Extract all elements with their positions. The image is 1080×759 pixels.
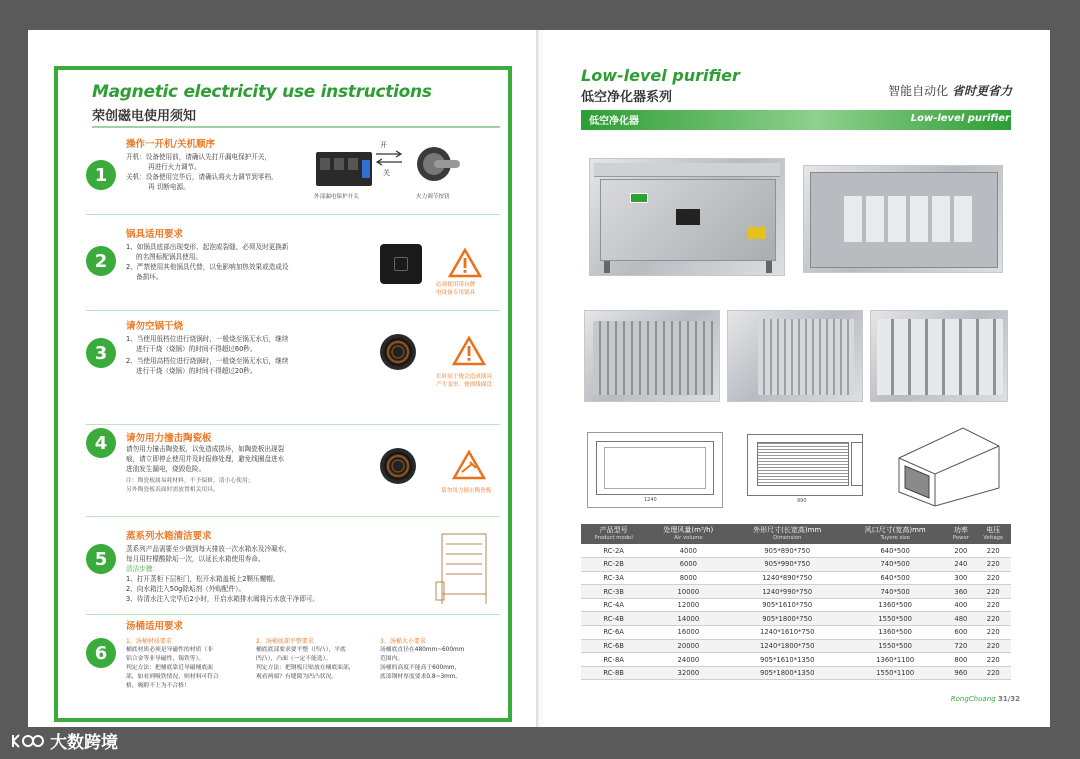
left-title-cn: 荣创磁电使用须知 bbox=[92, 109, 197, 124]
table-cell: 220 bbox=[976, 626, 1012, 640]
table-cell: 4000 bbox=[646, 544, 730, 558]
section-title: 操作一开机/关机顺序 bbox=[126, 139, 215, 150]
table-cell: 32000 bbox=[646, 666, 730, 680]
table-cell: 1360*500 bbox=[844, 598, 946, 612]
section-title: 请勿用力撞击陶瓷板 bbox=[126, 433, 212, 444]
table-cell: 740*500 bbox=[844, 585, 946, 599]
table-cell: 220 bbox=[976, 612, 1012, 626]
header-label-cn: 风口尺寸(宽高)mm bbox=[864, 526, 926, 534]
table-cell: RC-4A bbox=[581, 598, 646, 612]
table-cell: 800 bbox=[946, 653, 975, 667]
table-cell: 1360*500 bbox=[844, 626, 946, 640]
warning-caption: 必须使用带台牌 bbox=[436, 282, 476, 288]
switch-arrows-icon bbox=[374, 150, 404, 166]
breaker-switch-icon bbox=[314, 146, 374, 188]
front-view-drawing bbox=[587, 432, 723, 508]
section-divider bbox=[86, 214, 500, 215]
table-cell: 8000 bbox=[646, 571, 730, 585]
purifier-interior-photo bbox=[803, 165, 1003, 273]
table-cell: 16000 bbox=[646, 626, 730, 640]
step-line: 1、打开蒸柜下层柜门，松开水箱盖板上2颗压螺帽。 bbox=[126, 575, 280, 583]
section-line: 进行干烧（烧锅）的时间不得超过60秒。 bbox=[136, 345, 257, 353]
section-4 bbox=[86, 408, 500, 498]
header-label-en: Air volume bbox=[674, 535, 703, 541]
warning-caption: 长时间干烧会造成锅具 bbox=[436, 374, 492, 380]
header-label-en: Product model bbox=[594, 535, 633, 541]
table-row bbox=[581, 544, 1011, 558]
table-cell: RC-8B bbox=[581, 666, 646, 680]
section-line: 备损坏。 bbox=[136, 273, 163, 281]
table-cell: RC-2B bbox=[581, 558, 646, 572]
table-cell: 600 bbox=[946, 626, 975, 640]
section-line: 再进行火力调节。 bbox=[148, 163, 201, 171]
header-label-en: Voltage bbox=[983, 535, 1004, 541]
side-view-drawing bbox=[747, 432, 871, 508]
section-title: 锅具适用要求 bbox=[126, 229, 184, 240]
section-number: 3 bbox=[86, 338, 116, 368]
burner-image bbox=[380, 448, 416, 484]
table-row bbox=[581, 571, 1011, 585]
table-cell: RC-3B bbox=[581, 585, 646, 599]
purifier-exterior-photo bbox=[589, 158, 785, 276]
table-cell: 1550*1100 bbox=[844, 666, 946, 680]
warning-icon bbox=[452, 336, 486, 366]
section-number: 5 bbox=[86, 544, 116, 574]
table-cell: 220 bbox=[976, 544, 1012, 558]
header-label-cn: 处理风量(m³/h) bbox=[663, 526, 714, 534]
table-row bbox=[581, 558, 1011, 572]
left-title-en: Magnetic electricity use instructions bbox=[92, 82, 432, 102]
left-page bbox=[28, 30, 538, 727]
header-label-cn: 产品型号 bbox=[599, 526, 628, 534]
section-2 bbox=[86, 226, 500, 306]
warning-caption: 产生变形、烧损线圈盘 bbox=[436, 382, 492, 388]
right-title-cn: 低空净化器系列 bbox=[581, 90, 673, 105]
warning-caption: 请勿用力撞击陶瓷板 bbox=[441, 488, 492, 494]
section-title: 汤桶适用要求 bbox=[126, 621, 184, 632]
table-cell: RC-3A bbox=[581, 571, 646, 585]
section-line: 痕，请立即停止使用并及时报修处理，避免线圈盘进水 bbox=[126, 455, 285, 463]
section-line: 1、当使用低档位进行烧锅时，一般烧至锅无水后，继续 bbox=[126, 335, 289, 343]
table-row bbox=[581, 653, 1011, 667]
subsection-line: 范围内。 bbox=[380, 656, 404, 662]
section-title: 请勿空锅干烧 bbox=[126, 321, 184, 332]
table-cell: 905*1800*1350 bbox=[730, 666, 844, 680]
section-number: 4 bbox=[86, 428, 116, 458]
table-cell: RC-6B bbox=[581, 639, 646, 653]
spec-table bbox=[581, 524, 1011, 680]
table-cell: 220 bbox=[976, 585, 1012, 599]
step-line: 3、待清水注入完毕后2小时，开启水箱排水阀将污水放干净即可。 bbox=[126, 595, 320, 603]
section-line: 2、严禁使用其他锅具代替，以免影响加热效果或造成设 bbox=[126, 263, 289, 271]
table-cell: 220 bbox=[976, 558, 1012, 572]
warning-icon bbox=[452, 450, 486, 480]
table-row bbox=[581, 612, 1011, 626]
watermark-text: 大数跨境 bbox=[50, 733, 118, 753]
table-cell: RC-8A bbox=[581, 653, 646, 667]
section-number: 1 bbox=[86, 160, 116, 190]
table-row bbox=[581, 639, 1011, 653]
subsection-line: 铝合金等非导磁性，锡铁等）。 bbox=[126, 656, 205, 662]
table-cell: 220 bbox=[976, 666, 1012, 680]
slogan bbox=[888, 82, 1012, 99]
section-title: 蒸系列水箱清洁要求 bbox=[126, 531, 212, 542]
header-label-en: Dimension bbox=[773, 535, 802, 541]
table-cell: 240 bbox=[946, 558, 975, 572]
switch-off-label: 关 bbox=[383, 169, 390, 177]
steps-title: 清洁步骤： bbox=[126, 565, 159, 573]
table-cell: 1240*890*750 bbox=[730, 571, 844, 585]
spec-column-header bbox=[844, 524, 946, 544]
subsection-line: 观看两端？有缝隙为凹凸状况。 bbox=[256, 674, 338, 680]
header-label-cn: 电压 bbox=[986, 526, 1001, 534]
table-cell: 220 bbox=[976, 653, 1012, 667]
section-line: 2、当使用高档位进行烧锅时，一般烧至锅无水后，继续 bbox=[126, 357, 289, 365]
subsection-line: 底部钢材厚度要求0.8~3mm。 bbox=[380, 674, 462, 680]
section-line: 请勿用力撞击陶瓷板，以免造成损坏，如陶瓷板出现裂 bbox=[126, 445, 285, 453]
table-cell: 360 bbox=[946, 585, 975, 599]
header-label-cn: 功率 bbox=[953, 526, 968, 534]
filter-plates-photo-1 bbox=[584, 310, 720, 402]
right-title-en: Low-level purifier bbox=[581, 66, 740, 85]
table-cell: RC-6A bbox=[581, 626, 646, 640]
subsection-line: 汤桶的高度不能高于600mm， bbox=[380, 665, 461, 671]
section-6 bbox=[86, 590, 500, 700]
slogan-a: 智能自动化 bbox=[888, 84, 949, 98]
header-label-en: Tuyere size bbox=[880, 535, 910, 541]
table-cell: 640*500 bbox=[844, 544, 946, 558]
header-label-cn: 外形尺寸(长宽高)mm bbox=[753, 526, 822, 534]
section-number: 2 bbox=[86, 246, 116, 276]
table-cell: 6000 bbox=[646, 558, 730, 572]
section-line: 开机：设备使用前，请确认先打开漏电保护开关， bbox=[126, 153, 272, 161]
subsection-line: 判定方法：把桶底靠近导磁桶底面 bbox=[126, 665, 213, 671]
table-cell: 220 bbox=[976, 639, 1012, 653]
table-cell: 1240*1800*750 bbox=[730, 639, 844, 653]
burner-image bbox=[380, 334, 416, 370]
section-note: 另外陶瓷板表面时需放置相关用具。 bbox=[126, 487, 219, 493]
subsection-line: 桶底底部要求要平整（凹凸），平底 bbox=[256, 647, 346, 653]
power-knob-icon bbox=[414, 144, 462, 184]
table-cell: 740*500 bbox=[844, 558, 946, 572]
section-line: 进油发生漏电，烧毁危险。 bbox=[126, 465, 206, 473]
table-cell: 220 bbox=[976, 598, 1012, 612]
warning-icon bbox=[448, 248, 482, 278]
section-line: 1、如锅具底部出现变形、起泡或裂缝，必须及时更换新 bbox=[126, 243, 289, 251]
knob-caption: 火力调节按钮 bbox=[416, 194, 450, 200]
subsection-line: 部，如看到吸铁情况，则材料可符合 bbox=[126, 674, 219, 680]
table-cell: 1360*1100 bbox=[844, 653, 946, 667]
section-line: 蒸系列产品需要至少做到每天排放一次水箱水及冷凝水， bbox=[126, 545, 291, 553]
section-3 bbox=[86, 318, 500, 402]
dimension-label: 1240 bbox=[644, 497, 657, 503]
table-cell: 400 bbox=[946, 598, 975, 612]
table-cell: RC-2A bbox=[581, 544, 646, 558]
dimension-label: 990 bbox=[797, 498, 807, 504]
subsection-line: 汤桶底直径在480mm~600mm bbox=[380, 647, 465, 653]
table-cell: 300 bbox=[946, 571, 975, 585]
title-rule bbox=[92, 126, 500, 128]
breaker-caption: 外部漏电保护开关 bbox=[314, 194, 359, 200]
section-line: 进行干烧（烧锅）的时间不得超过20秒。 bbox=[136, 367, 257, 375]
section-line: 的名图标配锅具使用。 bbox=[136, 253, 202, 261]
spec-column-header bbox=[976, 524, 1012, 544]
section-line: 每月用柠檬酸除垢一次，以延长水箱使用寿命。 bbox=[126, 555, 265, 563]
step-line: 2、向水箱注入50g除垢剂（外购配件）。 bbox=[126, 585, 245, 593]
filter-plates-photo-2 bbox=[727, 310, 863, 402]
table-cell: 905*990*750 bbox=[730, 558, 844, 572]
watermark-logo-icon bbox=[10, 731, 44, 751]
table-cell: 640*500 bbox=[844, 571, 946, 585]
section-divider bbox=[86, 310, 500, 311]
table-cell: 20000 bbox=[646, 639, 730, 653]
band-label-en: Low-level purifier bbox=[910, 113, 1010, 124]
table-cell: 10000 bbox=[646, 585, 730, 599]
isometric-view-drawing bbox=[889, 418, 1007, 508]
table-cell: 1550*500 bbox=[844, 639, 946, 653]
section-number: 6 bbox=[86, 638, 116, 668]
slogan-b: 省时更省力 bbox=[951, 84, 1012, 98]
section-line: 关机：设备使用完毕后，请确认将火力调节到零档， bbox=[126, 173, 278, 181]
table-cell: 200 bbox=[946, 544, 975, 558]
table-row bbox=[581, 585, 1011, 599]
subsection-title: 1、汤桶材质要求 bbox=[126, 638, 172, 645]
table-cell: 1240*1610*750 bbox=[730, 626, 844, 640]
subsection-line: 格，吸附不上为不合格！ bbox=[126, 683, 190, 689]
subsection-line: 判定方法：把钢板尺贴放在桶底面部， bbox=[256, 665, 355, 671]
cooktop-image bbox=[380, 244, 422, 284]
table-row bbox=[581, 626, 1011, 640]
table-row bbox=[581, 598, 1011, 612]
spec-column-header bbox=[646, 524, 730, 544]
table-cell: RC-4B bbox=[581, 612, 646, 626]
spec-table-header bbox=[581, 524, 1011, 544]
switch-on-label: 开 bbox=[380, 141, 387, 149]
table-cell: 14000 bbox=[646, 612, 730, 626]
section-line: 再 切断电源。 bbox=[148, 183, 190, 191]
section-1 bbox=[86, 136, 500, 216]
band-label-cn: 低空净化器 bbox=[589, 116, 639, 127]
page-footer bbox=[951, 695, 1020, 703]
table-cell: 1240*990*750 bbox=[730, 585, 844, 599]
warning-caption: 电设备专用锅具 bbox=[436, 290, 476, 296]
spec-column-header bbox=[946, 524, 975, 544]
table-cell: 480 bbox=[946, 612, 975, 626]
page-number: 31/32 bbox=[997, 695, 1020, 703]
spec-column-header bbox=[581, 524, 646, 544]
subsection-title: 3、汤桶大小要求 bbox=[380, 638, 426, 645]
table-cell: 960 bbox=[946, 666, 975, 680]
subsection-title: 2、汤桶底部平整要求 bbox=[256, 638, 314, 645]
filter-plates-photo-3 bbox=[870, 310, 1008, 402]
footer-brand: RongChuang bbox=[950, 695, 996, 703]
table-cell: 905*890*750 bbox=[730, 544, 844, 558]
spec-column-header bbox=[730, 524, 844, 544]
section-note: 注：陶瓷板属易耗材料，不予保修，请小心使用； bbox=[126, 478, 254, 484]
table-cell: 24000 bbox=[646, 653, 730, 667]
table-cell: 905*1800*750 bbox=[730, 612, 844, 626]
subsection-line: 桶底材质必须是导磁性的材质（非 bbox=[126, 647, 213, 653]
right-page bbox=[543, 30, 1050, 727]
table-row bbox=[581, 666, 1011, 680]
subsection-line: 凹凸），凸面（一定不能选）。 bbox=[256, 656, 332, 662]
table-cell: 12000 bbox=[646, 598, 730, 612]
header-label-en: Power bbox=[952, 535, 969, 541]
table-cell: 1550*500 bbox=[844, 612, 946, 626]
table-cell: 905*1610*750 bbox=[730, 598, 844, 612]
table-cell: 720 bbox=[946, 639, 975, 653]
table-cell: 220 bbox=[976, 571, 1012, 585]
table-cell: 905*1610*1350 bbox=[730, 653, 844, 667]
watermark bbox=[10, 728, 118, 753]
